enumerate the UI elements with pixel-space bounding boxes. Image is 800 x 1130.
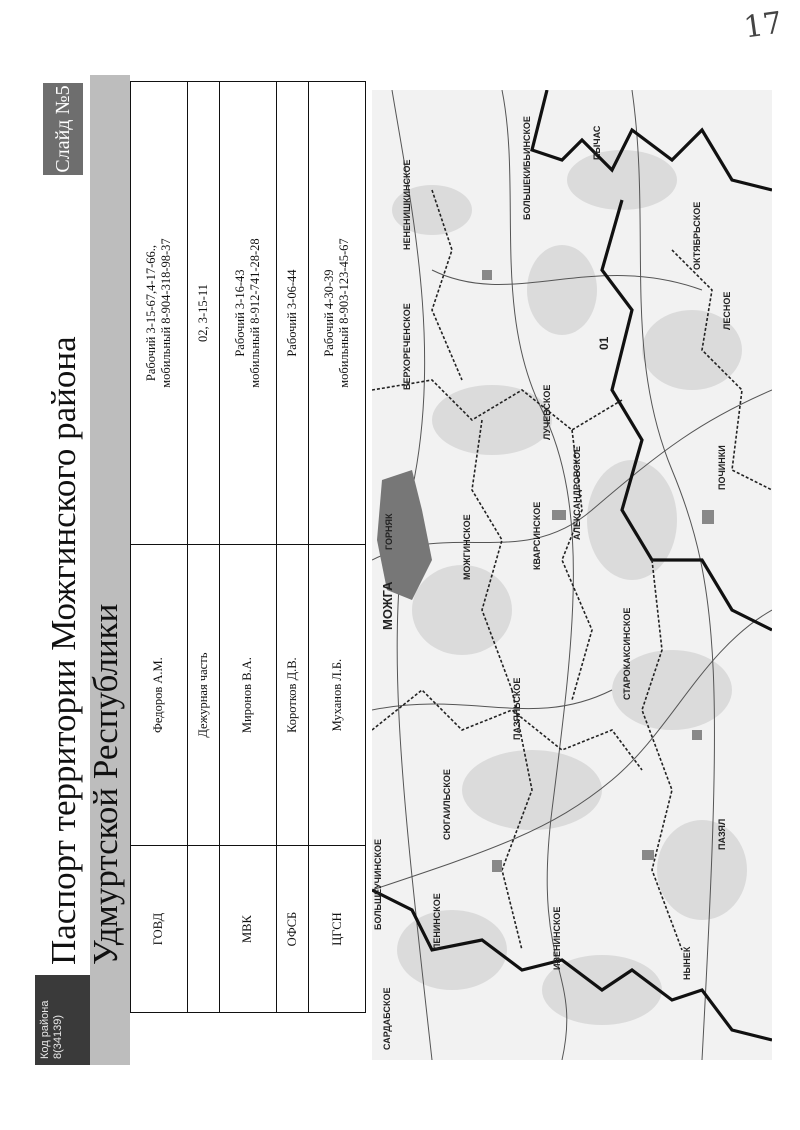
map-label: 01 <box>597 336 611 350</box>
district-map <box>372 90 772 1060</box>
contact-phone <box>309 82 366 545</box>
contact-phone-line1: Рабочий 3-15-67,4-17-66., <box>143 245 158 382</box>
map-label: САРДАБСКОЕ <box>382 987 392 1050</box>
contact-phone <box>131 82 188 545</box>
contact-phone <box>276 82 308 545</box>
map-label: МОЖГИНСКОЕ <box>462 514 472 580</box>
district-code-box: Код района 8(34139) <box>35 975 91 1065</box>
contact-phone-line1: Рабочий 3-16-43 <box>232 269 247 357</box>
slide-number-badge: Слайд №5 <box>43 83 83 175</box>
map-label: ОКТЯБРЬСКОЕ <box>692 201 702 270</box>
map-label: БОЛЬШЕКИБЬИНСКОЕ <box>522 116 532 220</box>
map-label: ПЫЧАС <box>592 125 602 160</box>
contact-phone-line2: мобильный 8-912-741-28-28 <box>247 238 262 388</box>
contact-phone <box>187 82 219 545</box>
contact-row <box>220 82 277 1013</box>
contact-phone-line1: Рабочий 3-06-44 <box>285 269 300 357</box>
map-label: СТАРОКАКСИНСКОЕ <box>622 607 632 700</box>
contact-dept: ГОВД <box>131 846 188 1013</box>
contact-row <box>187 82 219 1013</box>
contact-phone-line1: Рабочий 4-30-39 <box>322 269 337 357</box>
contact-row <box>276 82 308 1013</box>
contact-phone-line1: 02, 3-15-11 <box>195 284 210 342</box>
map-label: ПАЗЯЛЬСКОЕ <box>512 677 522 740</box>
map-label: ВЕРХОРЕЧЕНСКОЕ <box>402 303 412 390</box>
contact-row <box>131 82 188 1013</box>
map-label: ГОРНЯК <box>384 513 394 550</box>
contacts-table <box>130 81 366 1013</box>
map-label: ЛЕСНОЕ <box>722 291 732 330</box>
contact-dept <box>187 846 219 1013</box>
contact-phone-line2: мобильный 8-904-318-98-37 <box>158 238 173 388</box>
contact-person: Федоров А.М. <box>131 545 188 846</box>
map-label: СЮГАИЛЬСКОЕ <box>442 769 452 840</box>
contact-person: Дежурная часть <box>187 545 219 846</box>
contact-phone <box>220 82 277 545</box>
map-label: БОЛЬШЕУЧИНСКОЕ <box>373 839 383 930</box>
map-label: МОЖГА <box>380 581 395 630</box>
map-label: НЫНЕК <box>682 946 692 980</box>
map-label: ИВЕНИНСКОЕ <box>552 906 562 970</box>
contact-phone-line2: мобильный 8-903-123-45-67 <box>337 238 352 388</box>
contact-dept: ОФСБ <box>276 846 308 1013</box>
contact-row <box>309 82 366 1013</box>
slide-title-line1: Паспорт территории Можгинского района <box>44 336 83 965</box>
contact-dept: ЦГСН <box>309 846 366 1013</box>
map-label: ЛЕНИНСКОЕ <box>432 893 442 950</box>
map-label: КВАРСИНСКОЕ <box>532 501 542 570</box>
handwritten-page-number: 17 <box>741 5 785 46</box>
contact-person: Муханов Л.Б. <box>309 545 366 846</box>
contact-person: Миронов В.А. <box>220 545 277 846</box>
contact-dept: МВК <box>220 846 277 1013</box>
contact-person: Коротков Д.В. <box>276 545 308 846</box>
map-label: ЛУЧЕВСКОЕ <box>542 384 552 440</box>
map-label: ПАЗЯЛ <box>717 818 727 850</box>
slide-title-line2: Удмуртской Республики <box>86 603 125 965</box>
map-label: НЕНЕНИШКИНСКОЕ <box>402 159 412 250</box>
map-label: ПОЧИНКИ <box>717 445 727 490</box>
rotated-slide <box>35 75 375 1065</box>
map-label: АЛЕКСАНДРОВСКОЕ <box>572 445 582 540</box>
